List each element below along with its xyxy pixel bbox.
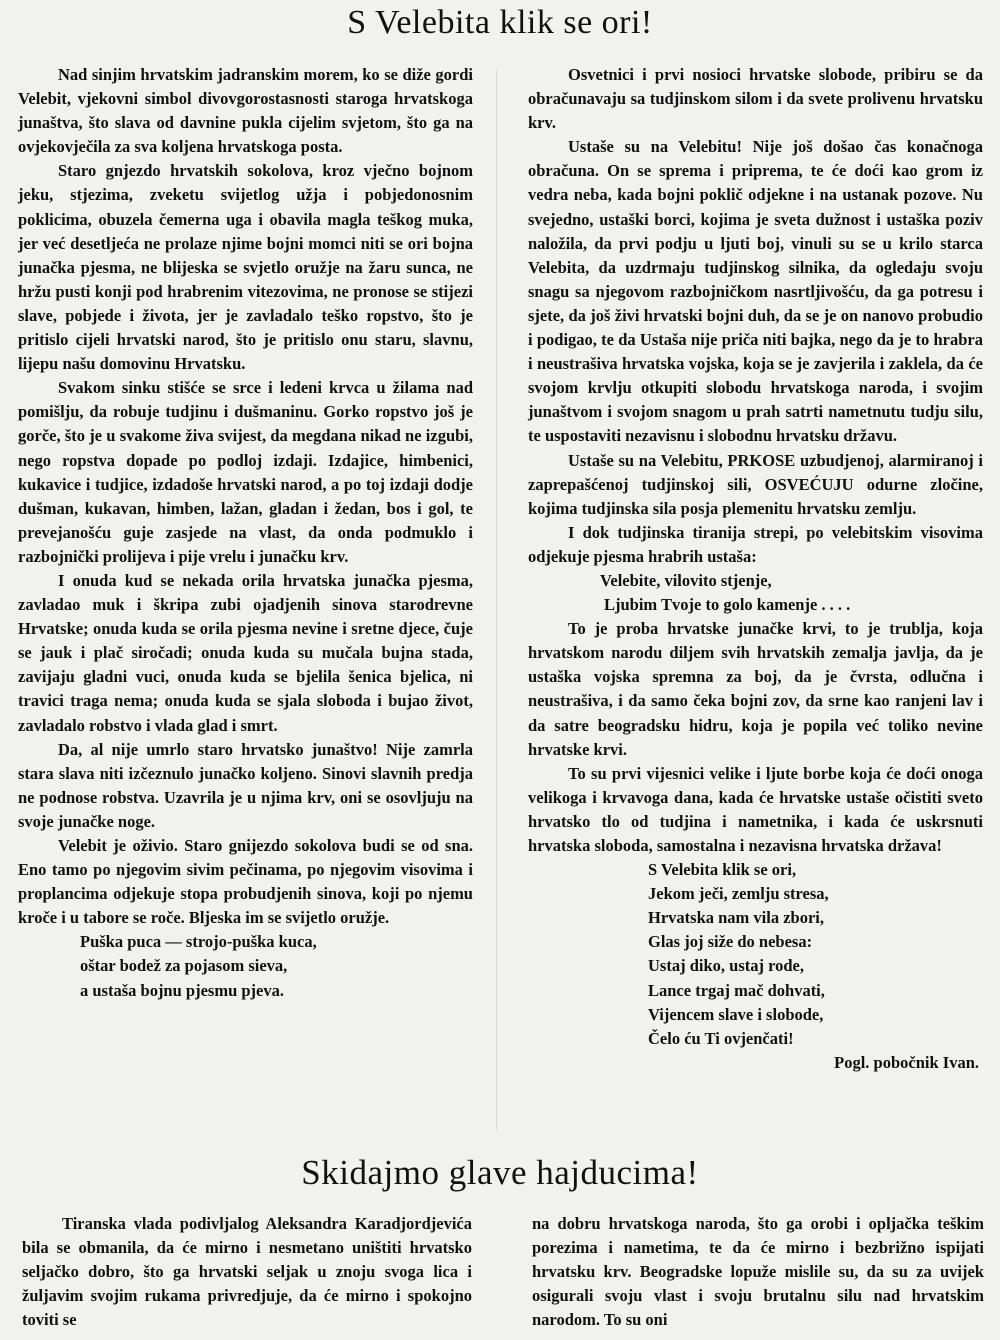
verse-line: Lance trgaj mač dohvati, bbox=[648, 980, 825, 1000]
article1-verse-left bbox=[18, 930, 473, 1002]
verse-line: Hrvatska nam vila zbori, bbox=[648, 908, 824, 928]
article1-paragraph: I onuda kud se nekada orila hrvatska junačka pjesma, zavladao muk i škripa zubi ojadjenih sinova starodrevne Hrvatske; onuda kuda se orila pjesma nevine i sretne djece, čuje se jauk i plač siročadi; onuda kuda su mučala bujna stada, zavijaju gladni vuci, onuda kuda se bjelila šenica bjelica, ni travici traga nema; onuda kuda se sjala sloboda i bujao život, zavladalo robstvo i vlada glad i smrt. bbox=[18, 570, 473, 735]
article1-paragraph: To je proba hrvatske junačke krvi, to je trublja, koja hrvatskom narodu diljem svih hrvatskih zemalja javlja, da je ustaška vojska spremna za boj, da je čvrsta, odlučna i neustrašiva, i da samo čeka bojni zov, da srne kao ranjeni lav i da satre beogradsku hidru, koja je popila već toliko nevine hrvatske krvi. bbox=[528, 619, 983, 759]
article1-paragraph: Staro gnjezdo hrvatskih sokolova, kroz vječno bojnom jeku, stjezima, zveketu svijetlog užja i pobjedonosnim poklicima, obuzela čemerna uga i obavila magla teškog muka, jer već desetljeća ne prolaze njime bojni momci niti se ori bojna junačka pjesma, ne blijeska se svjetlo oružje na žaru sunca, ne hržu pusti konji pod hrabrenim vitezovima, ne pronose se stijezi slave, pobjede i života, jer je zavladalo teško ropstvo, što je pritislo cijeli hrvatski narod, što je pritislo onu staru, slavnu, lijepu našu domovinu Hrvatsku. bbox=[18, 161, 473, 374]
article1-right-column bbox=[528, 63, 983, 1075]
verse-line: Ustaj diko, ustaj rode, bbox=[648, 956, 805, 976]
verse-line: Ljubim Tvoje to golo kamenje . . . . bbox=[604, 595, 851, 615]
article1-verse-right-2 bbox=[528, 858, 983, 1051]
article1-headline: S Velebita klik se ori! bbox=[347, 4, 653, 41]
verse-line: Puška puca — strojo-puška kuca, bbox=[80, 932, 317, 952]
column-gutter bbox=[496, 70, 497, 1130]
verse-line: oštar bodež za pojasom sieva, bbox=[80, 956, 288, 976]
verse-line: Glas joj siže do nebesa: bbox=[648, 932, 813, 952]
article1-left-column bbox=[18, 63, 473, 1003]
article1-paragraph: Ustaše su na Velebitu, PRKOSE uzbudjenoj, alarmiranoj i zaprepašćenoj tudjinskoj sili, OSVEĆUJU odurne zločine, kojima tudjinska sila posja plemenitu hrvatsku zemlju. bbox=[528, 450, 983, 518]
article1-paragraph: Svakom sinku stišće se srce i ledeni krvca u žilama nad pomišlju, da robuje tudjinu i dušmaninu. Gorko ropstvo još je gorče, što je u svakome živa svijest, da megdana nikad ne izgubi, nego ropstva dopade po podloj izdaji. Izdajice, himbenici, kukavice i tudjice, izdadoše hrvatski narod, a po toj izdaji dodje dušman, kukavan, himben, lažan, gladan i žedan, bos i gol, te prevejanošću guje zasjede na vlast, da onda podmuklo i razbojnički prolijeva i pije vrelu i junačku krv. bbox=[18, 378, 473, 566]
article2-paragraph: Tiranska vlada podivljalog Aleksandra Karadjordjevića bila se obmanila, da će mirno i nesmetano uništiti hrvatsko seljačko dobro, što ga hrvatski seljak u znoju svoga lica i žuljavim svojim rukama privredjuje, da će mirno i spokojno toviti se bbox=[22, 1214, 472, 1330]
article2-left-column bbox=[22, 1212, 472, 1332]
verse-line: a ustaša bojnu pjesmu pjeva. bbox=[80, 980, 284, 1000]
article2-paragraph: na dobru hrvatskoga naroda, što ga orobi i opljačka teškim porezima i nametima, te da će mirno i bezbrižno ispijati hrvatsku krv. Beogradske lopuže mislile su, da su za uvijek osigurali svoju vlast i svoju brutalnu silu nad hrvatskim narodom. To su oni bbox=[532, 1214, 984, 1330]
article1-paragraph: Ustaše su na Velebitu! Nije još došao čas konačnoga obračuna. On se sprema i priprema, te će doći kao grom iz vedra neba, kada bojni poklič odjekne i na ustanak pozove. Nu svejedno, ustaški borci, kojima je sveta dužnost i ustaška poziv naložila, da prvi podju u ljuti boj, vinuli su se u krilo starca Velebita, da uzdrmaju tudjinskog silnika, da ogledaju svoju snagu sa njegovom razbojničkom nasrtljivošću, da ga potresu i sjete, da još živi hrvatski bojni duh, da se je on nanovo probudio i podigao, te da Ustaša nije priča niti bajka, nego da je to hrabra i neustrašiva hrvatska vojska, koja se je zavjerila i zaklela, da će svojom krvlju otkupiti slobodu hrvatskoga naroda, i svojim junaštvom i svojom snagom u prah satrti nametnutu tudju silu, te uspostaviti nezavisnu i slobodnu hrvatsku državu. bbox=[528, 137, 983, 446]
article1-paragraph: Nad sinjim hrvatskim jadranskim morem, ko se diže gordi Velebit, vjekovni simbol divovgorostasnosti staroga hrvatskoga junaštva, što slava od davnine pukla cijelim svjetom, što ga na ovjekovječila za sva koljena hrvatskoga posta. bbox=[18, 65, 473, 157]
article1-paragraph: Osvetnici i prvi nosioci hrvatske slobode, pribiru se da obračunavaju sa tudjinskom silom i da svete prolivenu hrvatsku krv. bbox=[528, 65, 983, 133]
article1-paragraph: Velebit je oživio. Staro gnijezdo sokolova budi se od sna. Eno tamo po njegovim sivim pečinama, po njegovim visovima i proplancima odjekuje stopa probudjenih sinova, koji po njemu kroče i u tabore se roče. Bljeska im se svijetlo oružje. bbox=[18, 836, 473, 928]
verse-line: Velebite, vilovito stjenje, bbox=[600, 570, 772, 590]
article1-paragraph: To su prvi vijesnici velike i ljute borbe koja će doći onoga velikoga i krvavoga dana, kada će hrvatske ustaše očistiti sveto hrvatsko tlo od tudjina i nametnika, i kada će uskrsnuti hrvatska sloboda, samostalna i nezavisna hrvatska država! bbox=[528, 763, 983, 855]
article2-right-column bbox=[532, 1212, 984, 1332]
article1-paragraph: I dok tudjinska tiranija strepi, po velebitskim visovima odjekuje pjesma hrabrih ustaša: bbox=[528, 522, 983, 566]
article1-paragraph: Da, al nije umrlo staro hrvatsko junaštvo! Nije zamrla stara slava niti izčeznulo junačko koljeno. Sinovi slavnih predja ne podnose robstva. Uzavrila je u njima krv, oni se osovljuju na svoje junačke noge. bbox=[18, 739, 473, 831]
article2-headline: Skidajmo glave hajducima! bbox=[301, 1153, 699, 1192]
verse-line: Vijencem slave i slobode, bbox=[648, 1004, 824, 1024]
verse-line: Čelo ću Ti ovjenčati! bbox=[648, 1028, 794, 1048]
article1-verse-right-1 bbox=[528, 569, 983, 617]
verse-line: S Velebita klik se ori, bbox=[648, 860, 797, 880]
article1-signature: Pogl. pobočnik Ivan. bbox=[834, 1052, 979, 1072]
verse-line: Jekom ječi, zemlju stresa, bbox=[648, 884, 829, 904]
